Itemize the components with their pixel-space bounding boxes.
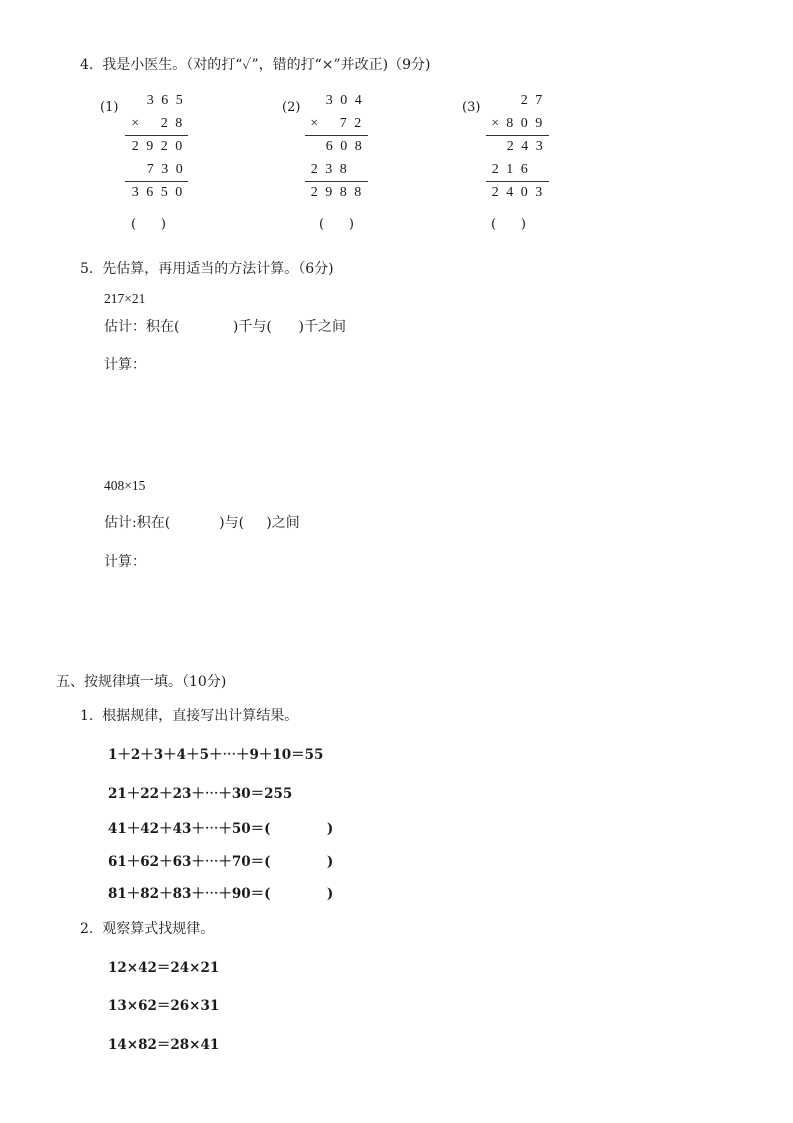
problem-2-row-1: 3 0 4 [325, 93, 362, 108]
problem-2-row-3: 6 0 8 [325, 139, 362, 154]
problem-2-rule-1 [305, 135, 368, 136]
q5-calc-label-2: 计算： [104, 554, 146, 570]
problem-1-rule-2 [125, 181, 188, 182]
equation-line-2: 13×62＝26×31 [108, 998, 220, 1014]
q5-calc-label-1: 计算： [104, 357, 146, 373]
q5-estimate-1[interactable]: 估计：积在( )千与( )千之间 [104, 319, 346, 335]
problem-1-label: (1) [100, 100, 119, 115]
problem-2-row-5: 2 9 8 8 [310, 185, 362, 200]
q5-estimate-2[interactable]: 估计:积在( )与( )之间 [104, 515, 300, 531]
problem-2-row-4: 2 3 8 [310, 162, 347, 177]
problem-1-row-1: 3 6 5 [146, 93, 183, 108]
pattern-line-4[interactable]: 61＋62＋63＋⋯＋70＝( ) [108, 854, 334, 870]
equation-line-3: 14×82＝28×41 [108, 1037, 220, 1053]
problem-3-row-4: 2 1 6 [491, 162, 528, 177]
pattern-line-2: 21＋22＋23＋⋯＋30＝255 [108, 786, 293, 802]
q5-title: 5. 先估算，再用适当的方法计算。（6分) [80, 261, 334, 277]
problem-3-row-1: 2 7 [520, 93, 543, 108]
problem-2-answer[interactable]: ( ) [319, 217, 354, 232]
q5-expression-1: 217×21 [104, 291, 146, 306]
section-5-title: 五、按规律填一填。（10分) [56, 674, 227, 690]
problem-2-row-2: × 7 2 [310, 116, 362, 131]
problem-3-rule-2 [486, 181, 549, 182]
problem-2-rule-2 [305, 181, 368, 182]
section-5-q1-title: 1. 根据规律，直接写出计算结果。 [80, 708, 299, 724]
problem-2-label: (2) [282, 100, 301, 115]
problem-1-rule-1 [125, 135, 188, 136]
q4-title: 4. 我是小医生。（对的打“✓”，错的打“×”并改正)（9分) [80, 57, 431, 73]
pattern-line-5[interactable]: 81＋82＋83＋⋯＋90＝( ) [108, 886, 334, 902]
problem-1-row-5: 3 6 5 0 [131, 185, 183, 200]
pattern-line-1: 1＋2＋3＋4＋5＋⋯＋9＋10＝55 [108, 747, 324, 763]
problem-1-row-4: 7 3 0 [146, 162, 183, 177]
pattern-line-3[interactable]: 41＋42＋43＋⋯＋50＝( ) [108, 821, 334, 837]
problem-3-answer[interactable]: ( ) [491, 217, 526, 232]
problem-3-row-2: × 8 0 9 [491, 116, 543, 131]
problem-3-row-5: 2 4 0 3 [491, 185, 543, 200]
problem-1-answer[interactable]: ( ) [131, 217, 166, 232]
problem-1-row-3: 2 9 2 0 [131, 139, 183, 154]
problem-1-row-2: × 2 8 [131, 116, 183, 131]
problem-3-row-3: 2 4 3 [506, 139, 543, 154]
equation-line-1: 12×42＝24×21 [108, 960, 220, 976]
problem-3-rule-1 [486, 135, 549, 136]
section-5-q2-title: 2. 观察算式找规律。 [80, 921, 215, 937]
problem-3-label: (3) [462, 100, 481, 115]
q5-expression-2: 408×15 [104, 478, 146, 493]
